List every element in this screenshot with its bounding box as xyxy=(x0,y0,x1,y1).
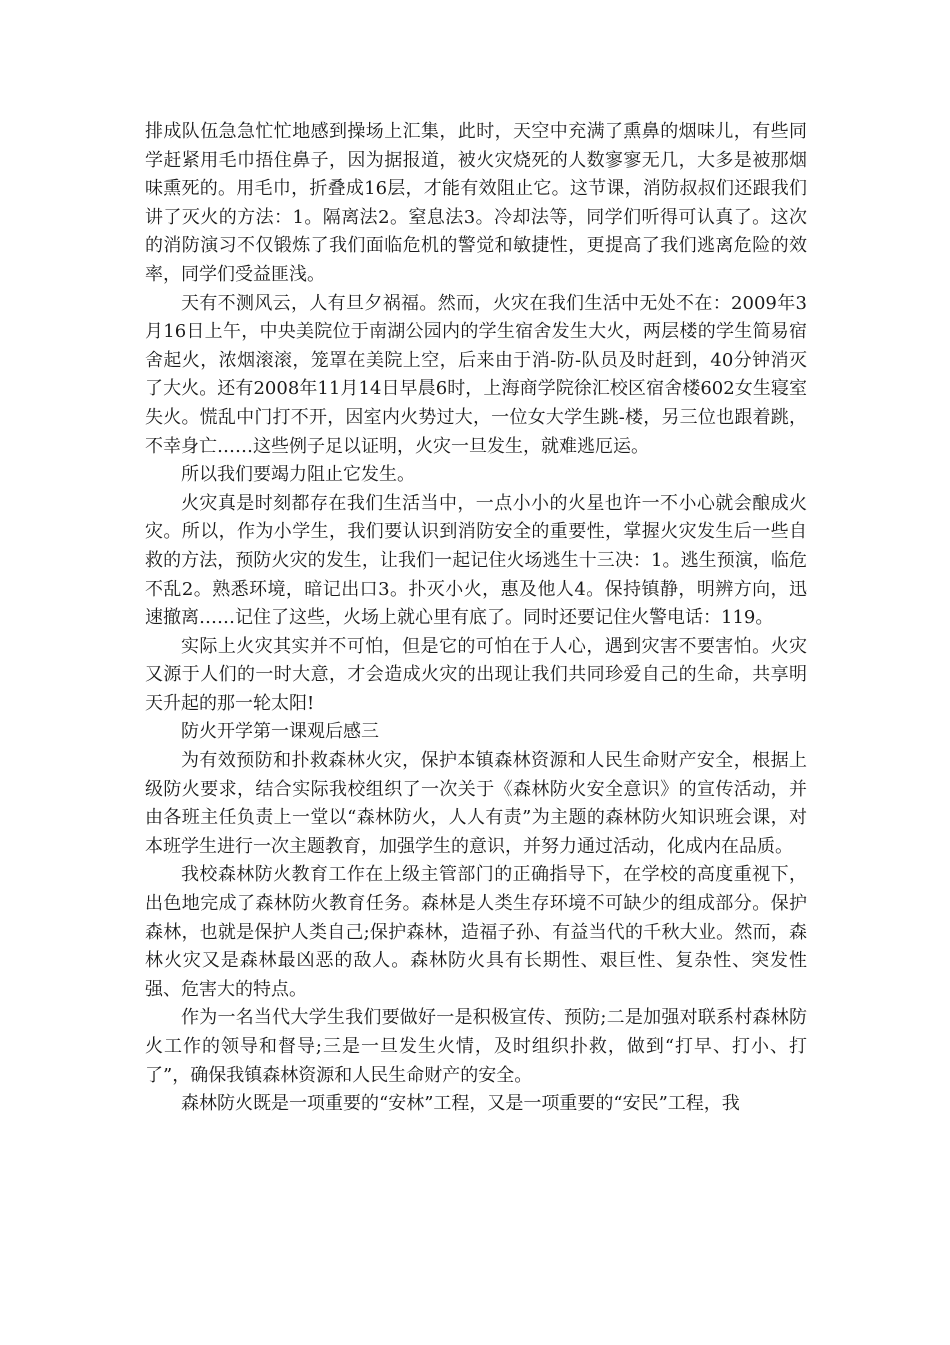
paragraph-2: 天有不测风云，人有旦夕祸福。然而，火灾在我们生活中无处不在：2009年3月16日上午，中央美院位于南湖公园内的学生宿舍发生大火，两层楼的学生简易宿舍起火，浓烟滚滚，笼罩在美院上空，后来由于消-防-队员及时赶到，40分钟消灭了大火。还有2008年11月14日早晨6时，上海商学院徐汇校区宿舍楼602女生寝室失火。慌乱中门打不开，因室内火势过大，一位女大学生跳-楼，另三位也跟着跳，不幸身亡……这些例子足以证明，火灾一旦发生，就难逃厄运。 xyxy=(145,292,807,457)
paragraph-6: 为有效预防和扑救森林火灾，保护本镇森林资源和人民生命财产安全，根据上级防火要求，结合实际我校组织了一次关于《森林防火安全意识》的宣传活动，并由各班主任负责上一堂以“森林防火，人人有责”为主题的森林防火知识班会课，对本班学生进行一次主题教育，加强学生的意识，并努力通过活动，化成内在品质。 xyxy=(145,750,807,857)
paragraph-5: 实际上火灾其实并不可怕，但是它的可怕在于人心，遇到灾害不要害怕。火灾又源于人们的一时大意，才会造成火灾的出现让我们共同珍爱自己的生命，共享明天升起的那一轮太阳! xyxy=(145,635,807,714)
paragraph-1: 排成队伍急急忙忙地感到操场上汇集，此时，天空中充满了熏鼻的烟味儿，有些同学赶紧用毛巾捂住鼻子，因为据报道，被火灾烧死的人数寥寥无几，大多是被那烟味熏死的。用毛巾，折叠成16层，才能有效阻止它。这节课，消防叔叔们还跟我们讲了灭火的方法：1。隔离法2。窒息法3。冷却法等，同学们听得可认真了。这次的消防演习不仅锻炼了我们面临危机的警觉和敏捷性，更提高了我们逃离危险的效率，同学们受益匪浅。 xyxy=(145,121,807,285)
paragraph-8: 作为一名当代大学生我们要做好一是积极宣传、预防;二是加强对联系村森林防火工作的领导和督导;三是一旦发生火情，及时组织扑救，做到“打早、打小、打了”，确保我镇森林资源和人民生命财产的安全。 xyxy=(145,1007,807,1086)
paragraph-3: 所以我们要竭力阻止它发生。 xyxy=(181,464,415,486)
paragraph-9: 森林防火既是一项重要的“安林”工程，又是一项重要的“安民”工程，我 xyxy=(181,1093,740,1115)
paragraph-4: 火灾真是时刻都存在我们生活当中，一点小小的火星也许一不小心就会酿成火灾。所以，作为小学生，我们要认识到消防安全的重要性，掌握火灾发生后一些自救的方法，预防火灾的发生，让我们一起记住火场逃生十三决：1。逃生预演，临危不乱2。熟悉环境，暗记出口3。扑灭小火，惠及他人4。保持镇静，明辨方向，迅速撤离……记住了这些，火场上就心里有底了。同时还要记住火警电话：119。 xyxy=(145,492,807,629)
paragraph-7: 我校森林防火教育工作在上级主管部门的正确指导下，在学校的高度重视下，出色地完成了森林防火教育任务。森林是人类生存环境不可缺少的组成部分。保护森林，也就是保护人类自己;保护森林，造福子孙、有益当代的千秋大业。然而，森林火灾又是森林最凶恶的敌人。森林防火具有长期性、艰巨性、复杂性、突发性强、危害大的特点。 xyxy=(145,864,807,1000)
section-heading: 防火开学第一课观后感三 xyxy=(181,721,379,743)
document-page xyxy=(145,118,807,1119)
